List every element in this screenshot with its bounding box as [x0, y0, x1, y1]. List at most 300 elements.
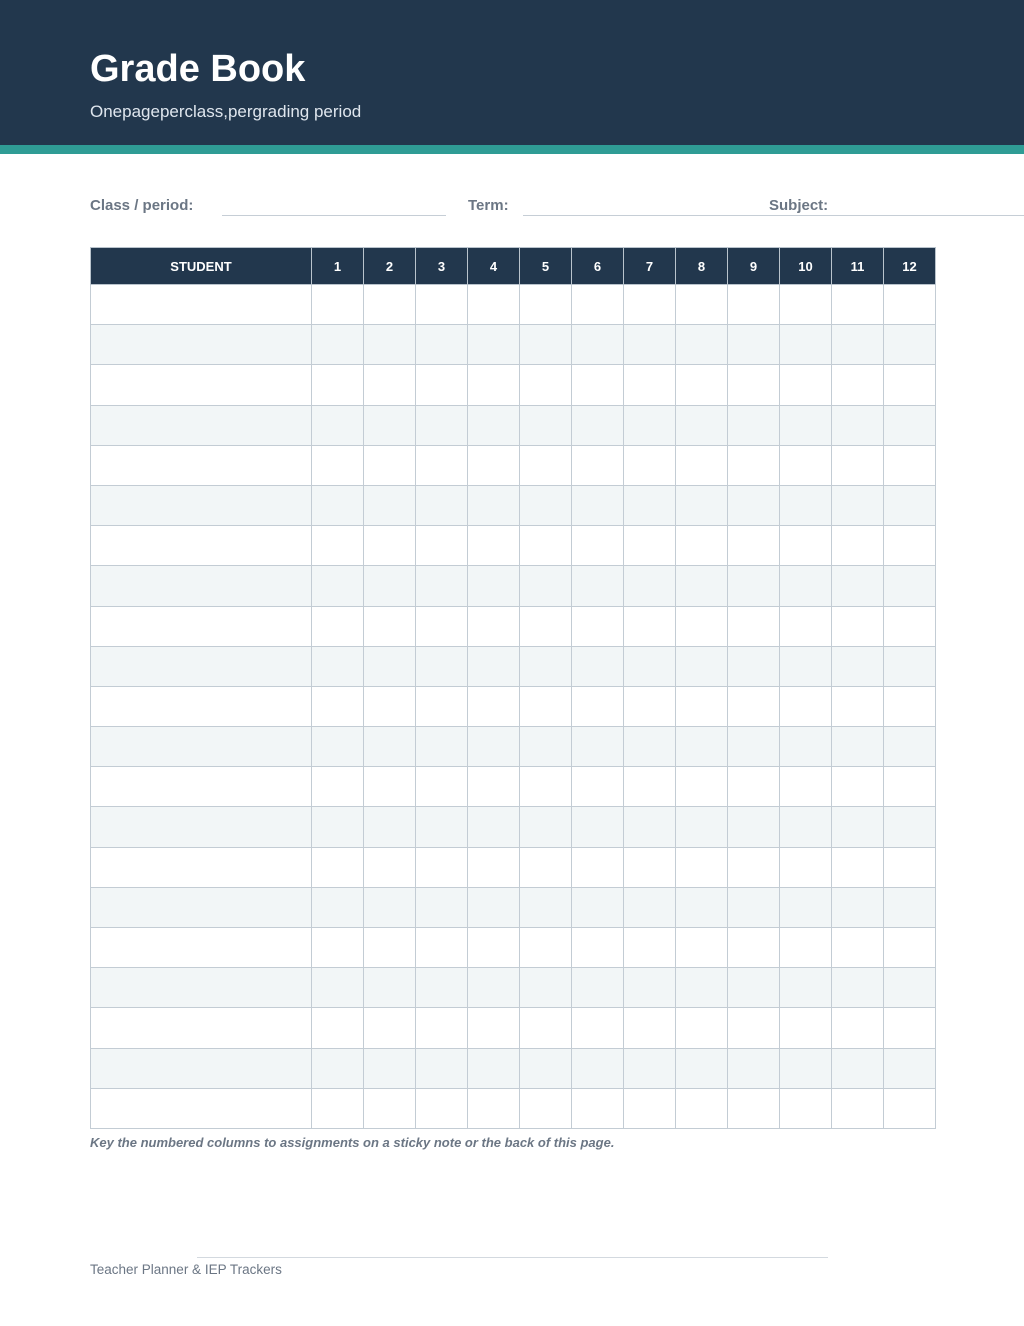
grade-cell[interactable]	[416, 1088, 468, 1128]
table-row	[91, 566, 936, 606]
table-row	[91, 445, 936, 485]
grade-cell[interactable]	[572, 646, 624, 686]
grade-cell[interactable]	[676, 365, 728, 405]
grade-cell[interactable]	[468, 928, 520, 968]
grade-cell[interactable]	[884, 445, 936, 485]
grade-cell[interactable]	[884, 325, 936, 365]
grade-cell[interactable]	[832, 1048, 884, 1088]
grade-cell[interactable]	[624, 285, 676, 325]
grade-cell[interactable]	[728, 445, 780, 485]
grade-cell[interactable]	[520, 646, 572, 686]
grade-cell[interactable]	[468, 526, 520, 566]
grade-cell[interactable]	[884, 365, 936, 405]
grade-cell[interactable]	[364, 365, 416, 405]
grade-cell[interactable]	[884, 646, 936, 686]
grade-cell[interactable]	[676, 968, 728, 1008]
grade-cell[interactable]	[676, 526, 728, 566]
grade-cell[interactable]	[624, 485, 676, 525]
student-name-cell[interactable]	[91, 686, 312, 726]
grade-cell[interactable]	[312, 566, 364, 606]
grade-cell[interactable]	[312, 767, 364, 807]
grade-cell[interactable]	[884, 285, 936, 325]
grade-cell[interactable]	[780, 968, 832, 1008]
grade-cell[interactable]	[468, 1088, 520, 1128]
grade-cell[interactable]	[312, 325, 364, 365]
grade-cell[interactable]	[780, 606, 832, 646]
grade-cell[interactable]	[572, 566, 624, 606]
student-name-cell[interactable]	[91, 285, 312, 325]
grade-cell[interactable]	[312, 1008, 364, 1048]
table-row	[91, 405, 936, 445]
grade-cell[interactable]	[728, 767, 780, 807]
grade-cell[interactable]	[572, 807, 624, 847]
grade-cell[interactable]	[676, 606, 728, 646]
table-body	[91, 285, 936, 1129]
grade-cell[interactable]	[572, 325, 624, 365]
assignment-column-header: 2	[364, 248, 416, 285]
grade-cell[interactable]	[832, 1008, 884, 1048]
grade-cell[interactable]	[520, 485, 572, 525]
grade-cell[interactable]	[416, 1048, 468, 1088]
grade-cell[interactable]	[832, 767, 884, 807]
term-label: Term:	[468, 197, 509, 214]
grade-cell[interactable]	[312, 485, 364, 525]
grade-cell[interactable]	[728, 566, 780, 606]
grade-cell[interactable]	[572, 526, 624, 566]
subject-field[interactable]	[763, 215, 1024, 216]
grade-cell[interactable]	[520, 686, 572, 726]
grade-cell[interactable]	[780, 928, 832, 968]
grade-cell[interactable]	[884, 526, 936, 566]
grade-cell[interactable]	[364, 325, 416, 365]
grade-cell[interactable]	[780, 365, 832, 405]
term-field[interactable]	[523, 215, 763, 216]
grade-cell[interactable]	[728, 285, 780, 325]
grade-cell[interactable]	[832, 485, 884, 525]
grade-cell[interactable]	[416, 887, 468, 927]
grade-cell[interactable]	[832, 325, 884, 365]
grade-cell[interactable]	[832, 1088, 884, 1128]
grade-cell[interactable]	[312, 646, 364, 686]
grade-cell[interactable]	[520, 847, 572, 887]
grade-cell[interactable]	[624, 365, 676, 405]
grade-cell[interactable]	[364, 285, 416, 325]
grade-cell[interactable]	[468, 1048, 520, 1088]
grade-cell[interactable]	[676, 767, 728, 807]
grade-cell[interactable]	[676, 485, 728, 525]
grade-cell[interactable]	[780, 566, 832, 606]
grade-cell[interactable]	[520, 405, 572, 445]
grade-cell[interactable]	[416, 405, 468, 445]
student-name-cell[interactable]	[91, 566, 312, 606]
grade-cell[interactable]	[364, 526, 416, 566]
table-header-row	[91, 248, 936, 285]
grade-cell[interactable]	[468, 1008, 520, 1048]
grade-cell[interactable]	[416, 365, 468, 405]
grade-cell[interactable]	[572, 285, 624, 325]
grade-cell[interactable]	[572, 1048, 624, 1088]
grade-cell[interactable]	[468, 847, 520, 887]
grade-cell[interactable]	[780, 1048, 832, 1088]
grade-cell[interactable]	[520, 1048, 572, 1088]
student-name-cell[interactable]	[91, 526, 312, 566]
grade-cell[interactable]	[416, 285, 468, 325]
grade-cell[interactable]	[364, 485, 416, 525]
grade-cell[interactable]	[312, 445, 364, 485]
grade-cell[interactable]	[832, 807, 884, 847]
grade-cell[interactable]	[832, 606, 884, 646]
student-name-cell[interactable]	[91, 405, 312, 445]
grade-cell[interactable]	[624, 968, 676, 1008]
grade-cell[interactable]	[624, 405, 676, 445]
grade-cell[interactable]	[312, 365, 364, 405]
grade-cell[interactable]	[676, 928, 728, 968]
grade-cell[interactable]	[312, 928, 364, 968]
table-row	[91, 1048, 936, 1088]
grade-cell[interactable]	[780, 325, 832, 365]
grade-cell[interactable]	[364, 1048, 416, 1088]
grade-cell[interactable]	[624, 807, 676, 847]
grade-cell[interactable]	[832, 686, 884, 726]
grade-cell[interactable]	[572, 767, 624, 807]
grade-cell[interactable]	[884, 606, 936, 646]
grade-cell[interactable]	[468, 485, 520, 525]
grade-cell[interactable]	[728, 365, 780, 405]
table-row	[91, 1088, 936, 1128]
grade-cell[interactable]	[624, 1048, 676, 1088]
grade-cell[interactable]	[832, 365, 884, 405]
grade-cell[interactable]	[884, 767, 936, 807]
class-period-field[interactable]	[222, 215, 446, 216]
student-name-cell[interactable]	[91, 1008, 312, 1048]
grade-cell[interactable]	[728, 1088, 780, 1128]
grade-cell[interactable]	[676, 847, 728, 887]
grade-cell[interactable]	[520, 928, 572, 968]
grade-cell[interactable]	[676, 1048, 728, 1088]
grade-cell[interactable]	[416, 646, 468, 686]
grade-cell[interactable]	[884, 968, 936, 1008]
grade-cell[interactable]	[832, 928, 884, 968]
student-name-cell[interactable]	[91, 807, 312, 847]
grade-cell[interactable]	[468, 727, 520, 767]
footer-text: Teacher Planner & IEP Trackers	[90, 1262, 282, 1277]
grade-cell[interactable]	[520, 1008, 572, 1048]
grade-cell[interactable]	[416, 727, 468, 767]
grade-cell[interactable]	[624, 887, 676, 927]
grade-cell[interactable]	[572, 1088, 624, 1128]
grade-cell[interactable]	[468, 365, 520, 405]
grade-cell[interactable]	[312, 887, 364, 927]
grade-cell[interactable]	[728, 325, 780, 365]
grade-cell[interactable]	[468, 606, 520, 646]
grade-cell[interactable]	[468, 405, 520, 445]
table-row	[91, 606, 936, 646]
grade-cell[interactable]	[312, 1088, 364, 1128]
grade-cell[interactable]	[312, 847, 364, 887]
grade-cell[interactable]	[728, 727, 780, 767]
grade-cell[interactable]	[832, 847, 884, 887]
grade-cell[interactable]	[364, 606, 416, 646]
grade-cell[interactable]	[728, 847, 780, 887]
grade-cell[interactable]	[780, 1008, 832, 1048]
grade-cell[interactable]	[676, 646, 728, 686]
grade-cell[interactable]	[572, 968, 624, 1008]
grade-cell[interactable]	[364, 646, 416, 686]
grade-cell[interactable]	[364, 887, 416, 927]
grade-cell[interactable]	[884, 1048, 936, 1088]
grade-cell[interactable]	[312, 727, 364, 767]
grade-cell[interactable]	[520, 767, 572, 807]
student-name-cell[interactable]	[91, 887, 312, 927]
grade-cell[interactable]	[312, 285, 364, 325]
grade-cell[interactable]	[416, 606, 468, 646]
grade-cell[interactable]	[416, 325, 468, 365]
grade-cell[interactable]	[364, 767, 416, 807]
grade-cell[interactable]	[468, 767, 520, 807]
grade-cell[interactable]	[364, 928, 416, 968]
grade-cell[interactable]	[468, 968, 520, 1008]
grade-cell[interactable]	[624, 686, 676, 726]
grade-cell[interactable]	[364, 968, 416, 1008]
grade-cell[interactable]	[572, 686, 624, 726]
grade-cell[interactable]	[728, 646, 780, 686]
grade-cell[interactable]	[416, 807, 468, 847]
grade-cell[interactable]	[624, 928, 676, 968]
grade-cell[interactable]	[572, 928, 624, 968]
grade-cell[interactable]	[468, 566, 520, 606]
grade-cell[interactable]	[832, 968, 884, 1008]
assignment-column-header: 7	[624, 248, 676, 285]
grade-cell[interactable]	[364, 445, 416, 485]
grade-cell[interactable]	[520, 526, 572, 566]
grade-cell[interactable]	[416, 686, 468, 726]
student-name-cell[interactable]	[91, 1088, 312, 1128]
grade-cell[interactable]	[780, 686, 832, 726]
student-name-cell[interactable]	[91, 365, 312, 405]
grade-cell[interactable]	[416, 566, 468, 606]
grade-cell[interactable]	[780, 847, 832, 887]
grade-cell[interactable]	[884, 887, 936, 927]
grade-cell[interactable]	[572, 405, 624, 445]
grade-cell[interactable]	[364, 1008, 416, 1048]
grade-cell[interactable]	[520, 445, 572, 485]
grade-cell[interactable]	[572, 606, 624, 646]
grade-cell[interactable]	[832, 526, 884, 566]
grade-cell[interactable]	[728, 686, 780, 726]
grade-cell[interactable]	[624, 847, 676, 887]
grade-cell[interactable]	[884, 928, 936, 968]
grade-cell[interactable]	[416, 928, 468, 968]
table-row	[91, 365, 936, 405]
grade-cell[interactable]	[676, 1088, 728, 1128]
grade-cell[interactable]	[780, 807, 832, 847]
grade-cell[interactable]	[312, 526, 364, 566]
grade-cell[interactable]	[884, 847, 936, 887]
grade-cell[interactable]	[884, 1088, 936, 1128]
grade-cell[interactable]	[624, 767, 676, 807]
student-name-cell[interactable]	[91, 606, 312, 646]
student-name-cell[interactable]	[91, 767, 312, 807]
student-name-cell[interactable]	[91, 968, 312, 1008]
grade-cell[interactable]	[520, 606, 572, 646]
student-name-cell[interactable]	[91, 847, 312, 887]
grade-cell[interactable]	[312, 606, 364, 646]
grade-cell[interactable]	[884, 807, 936, 847]
grade-cell[interactable]	[416, 847, 468, 887]
grade-cell[interactable]	[728, 1048, 780, 1088]
grade-cell[interactable]	[780, 445, 832, 485]
grade-cell[interactable]	[832, 566, 884, 606]
grade-cell[interactable]	[780, 285, 832, 325]
grade-cell[interactable]	[364, 686, 416, 726]
grade-cell[interactable]	[572, 485, 624, 525]
assignment-column-header: 1	[312, 248, 364, 285]
grade-cell[interactable]	[416, 485, 468, 525]
grade-cell[interactable]	[728, 968, 780, 1008]
grade-cell[interactable]	[416, 1008, 468, 1048]
grade-cell[interactable]	[520, 325, 572, 365]
grade-cell[interactable]	[624, 1088, 676, 1128]
grade-cell[interactable]	[728, 606, 780, 646]
grade-cell[interactable]	[884, 566, 936, 606]
student-name-cell[interactable]	[91, 646, 312, 686]
grade-cell[interactable]	[520, 727, 572, 767]
grade-cell[interactable]	[624, 727, 676, 767]
student-name-cell[interactable]	[91, 928, 312, 968]
grade-cell[interactable]	[520, 566, 572, 606]
grade-cell[interactable]	[780, 485, 832, 525]
grade-cell[interactable]	[468, 887, 520, 927]
grade-cell[interactable]	[572, 1008, 624, 1048]
grade-cell[interactable]	[520, 807, 572, 847]
accent-bar	[0, 145, 1024, 154]
grade-cell[interactable]	[468, 686, 520, 726]
student-name-cell[interactable]	[91, 1048, 312, 1088]
student-name-cell[interactable]	[91, 485, 312, 525]
grade-cell[interactable]	[312, 807, 364, 847]
grade-cell[interactable]	[832, 405, 884, 445]
grade-cell[interactable]	[780, 1088, 832, 1128]
grade-cell[interactable]	[728, 887, 780, 927]
grade-cell[interactable]	[468, 325, 520, 365]
grade-cell[interactable]	[312, 1048, 364, 1088]
grade-cell[interactable]	[676, 566, 728, 606]
grade-cell[interactable]	[884, 686, 936, 726]
grade-cell[interactable]	[416, 526, 468, 566]
student-name-cell[interactable]	[91, 445, 312, 485]
grade-cell[interactable]	[468, 807, 520, 847]
header-banner	[0, 0, 1024, 145]
grade-cell[interactable]	[780, 727, 832, 767]
grade-cell[interactable]	[832, 285, 884, 325]
assignment-column-header: 5	[520, 248, 572, 285]
grade-cell[interactable]	[780, 405, 832, 445]
table-row	[91, 767, 936, 807]
grade-cell[interactable]	[520, 887, 572, 927]
grade-cell[interactable]	[416, 445, 468, 485]
grade-cell[interactable]	[728, 1008, 780, 1048]
grade-cell[interactable]	[364, 1088, 416, 1128]
grade-cell[interactable]	[312, 968, 364, 1008]
grade-cell[interactable]	[364, 405, 416, 445]
grade-cell[interactable]	[728, 526, 780, 566]
grade-cell[interactable]	[780, 767, 832, 807]
grade-cell[interactable]	[676, 1008, 728, 1048]
assignment-column-header: 4	[468, 248, 520, 285]
grade-cell[interactable]	[832, 727, 884, 767]
assignment-column-header: 10	[780, 248, 832, 285]
grade-cell[interactable]	[572, 365, 624, 405]
class-period-label: Class / period:	[90, 197, 194, 214]
assignment-column-header: 8	[676, 248, 728, 285]
grade-cell[interactable]	[624, 606, 676, 646]
grade-cell[interactable]	[624, 566, 676, 606]
grade-cell[interactable]	[884, 727, 936, 767]
grade-cell[interactable]	[520, 1088, 572, 1128]
grade-cell[interactable]	[572, 727, 624, 767]
grade-cell[interactable]	[364, 566, 416, 606]
grade-cell[interactable]	[572, 887, 624, 927]
grade-cell[interactable]	[676, 686, 728, 726]
grade-cell[interactable]	[364, 807, 416, 847]
grade-cell[interactable]	[728, 485, 780, 525]
grade-cell[interactable]	[520, 285, 572, 325]
grade-cell[interactable]	[520, 365, 572, 405]
grade-cell[interactable]	[624, 646, 676, 686]
grade-cell[interactable]	[780, 646, 832, 686]
grade-cell[interactable]	[312, 405, 364, 445]
student-column-header: STUDENT	[91, 248, 312, 285]
grade-cell[interactable]	[416, 767, 468, 807]
grade-cell[interactable]	[728, 928, 780, 968]
grade-cell[interactable]	[624, 445, 676, 485]
grade-cell[interactable]	[624, 1008, 676, 1048]
grade-cell[interactable]	[520, 968, 572, 1008]
grade-cell[interactable]	[312, 686, 364, 726]
grade-cell[interactable]	[468, 445, 520, 485]
grade-cell[interactable]	[676, 285, 728, 325]
grade-cell[interactable]	[884, 405, 936, 445]
grade-cell[interactable]	[624, 526, 676, 566]
grade-cell[interactable]	[676, 445, 728, 485]
grade-cell[interactable]	[780, 526, 832, 566]
grade-cell[interactable]	[364, 847, 416, 887]
grade-cell[interactable]	[884, 485, 936, 525]
grade-cell[interactable]	[832, 646, 884, 686]
grade-cell[interactable]	[832, 887, 884, 927]
grade-cell[interactable]	[676, 727, 728, 767]
grade-cell[interactable]	[676, 807, 728, 847]
grade-cell[interactable]	[572, 445, 624, 485]
grade-cell[interactable]	[364, 727, 416, 767]
grade-cell[interactable]	[884, 1008, 936, 1048]
grade-cell[interactable]	[780, 887, 832, 927]
grade-cell[interactable]	[468, 646, 520, 686]
grade-cell[interactable]	[832, 445, 884, 485]
grade-cell[interactable]	[416, 968, 468, 1008]
grade-cell[interactable]	[676, 325, 728, 365]
student-name-cell[interactable]	[91, 727, 312, 767]
student-name-cell[interactable]	[91, 325, 312, 365]
grade-cell[interactable]	[676, 887, 728, 927]
grade-cell[interactable]	[728, 807, 780, 847]
grade-cell[interactable]	[624, 325, 676, 365]
grade-cell[interactable]	[676, 405, 728, 445]
grade-cell[interactable]	[572, 847, 624, 887]
grade-cell[interactable]	[468, 285, 520, 325]
grade-cell[interactable]	[728, 405, 780, 445]
assignment-column-header: 6	[572, 248, 624, 285]
